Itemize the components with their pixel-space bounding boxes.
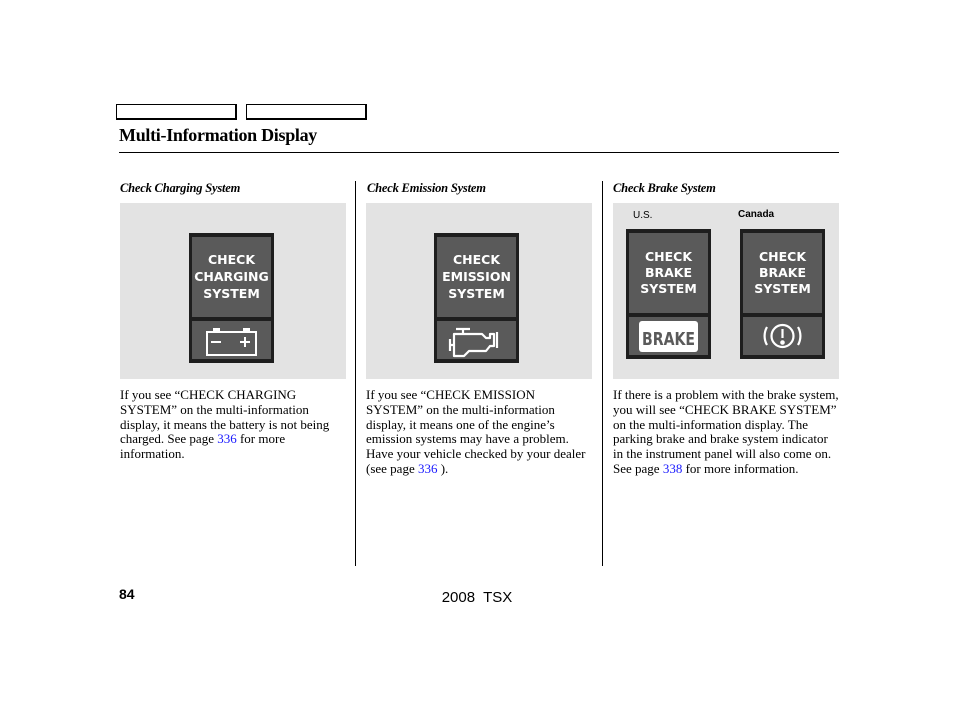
heading-check-emission: Check Emission System xyxy=(367,181,486,195)
column-divider-1 xyxy=(355,181,356,566)
page-number: 84 xyxy=(119,586,135,602)
emission-line-1: CHECK xyxy=(452,252,501,267)
charging-line-2: CHARGING xyxy=(194,269,269,284)
nav-button-right[interactable] xyxy=(246,104,367,120)
canada-line-3: SYSTEM xyxy=(754,281,811,296)
brake-display-graphics xyxy=(613,203,839,379)
page-link-336[interactable]: 336 xyxy=(217,431,237,447)
brake-illustration-panel xyxy=(613,203,839,379)
brake-word-text: BRAKE xyxy=(642,329,695,350)
canada-line-2: BRAKE xyxy=(758,265,807,280)
emission-description: If you see “CHECK EMISSION SYSTEM” on the multi-information display, it means one of the engine’s emission systems may have a problem. Have your vehicle checked by your dealer (see page 336 ). xyxy=(366,387,586,476)
column-divider-2 xyxy=(602,181,603,566)
title-rule xyxy=(119,152,839,153)
emission-illustration-panel xyxy=(366,203,592,379)
charging-illustration-panel xyxy=(120,203,346,379)
emission-display-graphic xyxy=(366,203,592,379)
charging-description: If you see “CHECK CHARGING SYSTEM” on the multi-information display, it means the battery is not being charged. See page 336 for more information. xyxy=(120,387,330,462)
us-line-3: SYSTEM xyxy=(640,281,697,296)
nav-button-left[interactable] xyxy=(116,104,237,120)
charging-display-graphic xyxy=(120,203,346,379)
page-link-338[interactable]: 338 xyxy=(662,460,683,476)
charging-line-1: CHECK xyxy=(207,252,256,267)
us-line-1: CHECK xyxy=(644,249,693,264)
page-title: Multi-Information Display xyxy=(119,125,318,145)
canada-label: Canada xyxy=(738,209,775,220)
brake-description: If there is a problem with the brake system, you will see “CHECK BRAKE SYSTEM” on the multi-information display. The parking brake and brake system indicator in the instrument panel will also come on. See page 338 for more information. xyxy=(613,387,839,476)
heading-check-brake: Check Brake System xyxy=(613,181,716,195)
charging-line-3: SYSTEM xyxy=(203,286,260,301)
emission-line-2: EMISSION xyxy=(442,269,511,284)
us-label: U.S. xyxy=(633,210,653,221)
emission-line-3: SYSTEM xyxy=(448,286,505,301)
footer-model: 2008 TSX xyxy=(441,589,513,606)
canada-line-1: CHECK xyxy=(758,249,807,264)
us-line-2: BRAKE xyxy=(644,265,693,280)
heading-check-charging: Check Charging System xyxy=(120,181,241,195)
page-link-336-emission[interactable]: 336 xyxy=(417,460,438,476)
